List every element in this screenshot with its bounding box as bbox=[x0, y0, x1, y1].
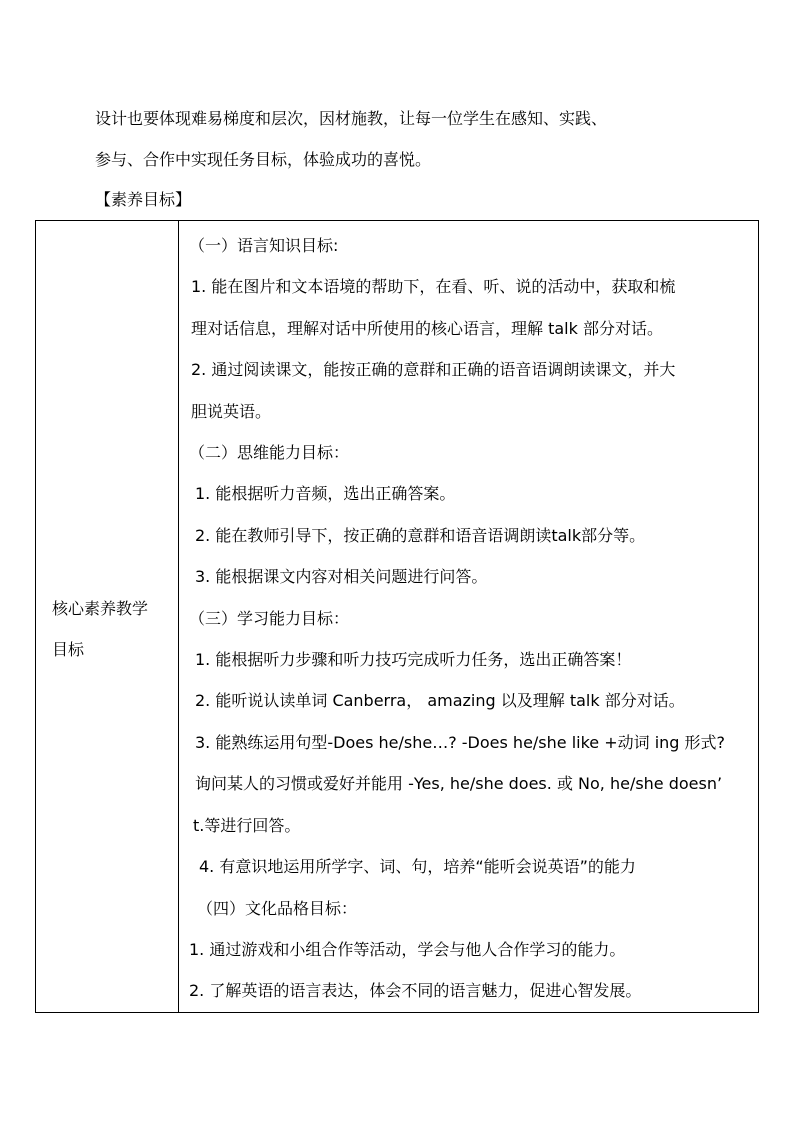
goal-item: 1. 能在图片和文本语境的帮助下，在看、听、说的活动中，获取和梳 bbox=[191, 277, 676, 297]
goal-item: 1. 通过游戏和小组合作等活动，学会与他人合作学习的能力。 bbox=[189, 939, 626, 959]
goal-item-continued: 胆说英语。 bbox=[191, 401, 272, 421]
subsection-heading-culture: （四）文化品格目标： bbox=[197, 898, 358, 918]
goals-label-line-2: 目标 bbox=[52, 640, 85, 660]
goal-item: 2. 了解英语的语言表达，体会不同的语言魅力，促进心智发展。 bbox=[189, 981, 642, 1001]
goal-item-continued: 询问某人的习惯或爱好并能用 -Yes, he/she does. 或 No, he/she doesn’ bbox=[195, 774, 723, 794]
section-heading: 【素养目标】 bbox=[95, 190, 192, 209]
goals-content-cell bbox=[179, 221, 759, 1013]
goal-item-continued: t.等进行回答。 bbox=[193, 815, 301, 835]
subsection-heading-language-knowledge: （一）语言知识目标: bbox=[189, 236, 339, 255]
goal-item: 3. 能根据课文内容对相关问题进行问答。 bbox=[195, 567, 488, 587]
goal-item: 2. 通过阅读课文，能按正确的意群和正确的语音语调朗读课文，并大 bbox=[191, 360, 676, 380]
goal-item-continued: 理对话信息，理解对话中所使用的核心语言，理解 talk 部分对话。 bbox=[191, 318, 663, 338]
goals-label bbox=[36, 588, 178, 670]
intro-line-2: 参与、合作中实现任务目标，体验成功的喜悦。 bbox=[95, 150, 432, 169]
goal-item: 1. 能根据听力步骤和听力技巧完成听力任务，选出正确答案！ bbox=[195, 650, 632, 670]
goals-row bbox=[36, 221, 759, 1013]
goal-item: 3. 能熟练运用句型-Does he/she…? -Does he/she like +动词 ing 形式? bbox=[195, 732, 726, 752]
subsection-heading-thinking: （二）思维能力目标： bbox=[189, 443, 350, 463]
goal-item: 2. 能听说认读单词 Canberra， amazing 以及理解 talk 部分对话。 bbox=[195, 691, 685, 711]
goals-label-cell bbox=[36, 221, 179, 1013]
goal-item: 1. 能根据听力音频，选出正确答案。 bbox=[195, 484, 456, 504]
goal-item: 2. 能在教师引导下，按正确的意群和语音语调朗读talk部分等。 bbox=[195, 525, 646, 545]
goals-table bbox=[35, 220, 759, 1013]
intro-line-1: 设计也要体现难易梯度和层次，因材施教，让每一位学生在感知、实践、 bbox=[95, 109, 608, 128]
goals-label-line-1: 核心素养教学 bbox=[52, 599, 149, 619]
intro-paragraph bbox=[95, 98, 755, 180]
subsection-heading-learning: （三）学习能力目标： bbox=[189, 608, 350, 628]
goal-item: 4. 有意识地运用所学字、词、句，培养“能听会说英语”的能力 bbox=[199, 857, 636, 877]
